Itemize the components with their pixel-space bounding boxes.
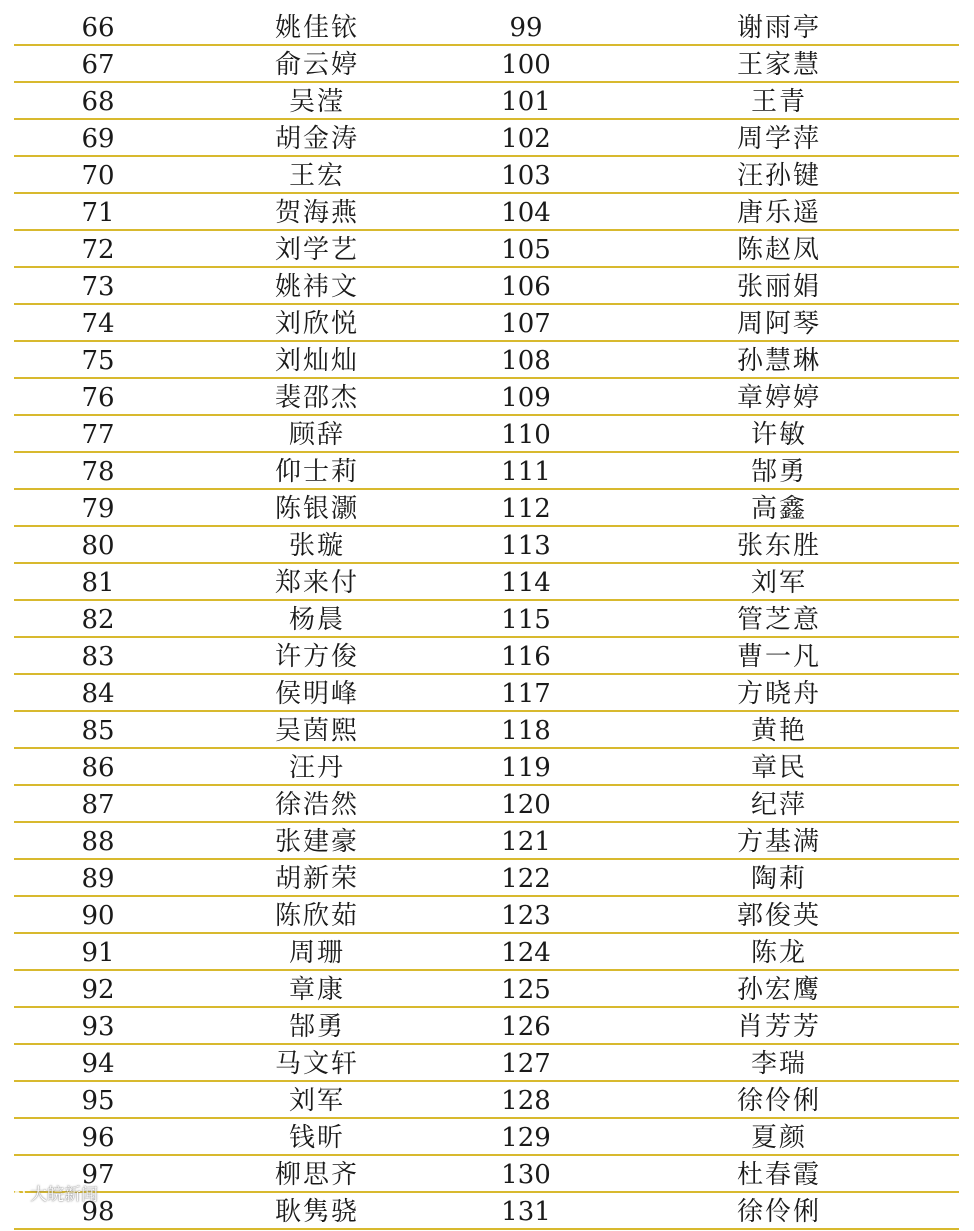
table-row bbox=[14, 1082, 959, 1119]
cell-name-left: 刘灿灿 bbox=[274, 346, 359, 376]
cell-name-right: 夏颜 bbox=[750, 1123, 807, 1153]
table-row bbox=[14, 638, 959, 675]
cell-name-left: 顾辞 bbox=[288, 420, 345, 450]
cell-name-right: 王青 bbox=[750, 87, 807, 117]
cell-number-right: 129 bbox=[501, 1123, 551, 1153]
cell-number-left: 91 bbox=[81, 938, 115, 968]
table-row bbox=[14, 1045, 959, 1082]
cell-name-right: 张丽娟 bbox=[736, 272, 821, 302]
table-row bbox=[14, 564, 959, 601]
table-row bbox=[14, 120, 959, 157]
cell-number-left: 71 bbox=[81, 198, 115, 228]
table-row bbox=[14, 897, 959, 934]
cell-name-left: 侯明峰 bbox=[274, 679, 359, 709]
table-row bbox=[14, 46, 959, 83]
cell-number-left: 69 bbox=[81, 124, 115, 154]
cell-number-right: 118 bbox=[501, 716, 551, 746]
cell-name-left: 陈银灏 bbox=[274, 494, 359, 524]
cell-number-left: 90 bbox=[81, 901, 115, 931]
cell-number-right: 121 bbox=[501, 827, 551, 857]
cell-name-right: 李瑞 bbox=[750, 1049, 807, 1079]
table-row bbox=[14, 157, 959, 194]
cell-number-right: 102 bbox=[501, 124, 551, 154]
cell-name-left: 许方俊 bbox=[274, 642, 359, 672]
cell-number-left: 77 bbox=[81, 420, 115, 450]
cell-name-right: 曹一凡 bbox=[736, 642, 821, 672]
cell-number-right: 126 bbox=[501, 1012, 551, 1042]
cell-name-left: 胡金涛 bbox=[274, 124, 359, 154]
cell-name-left: 郜勇 bbox=[288, 1012, 345, 1042]
cell-number-left: 70 bbox=[81, 161, 115, 191]
cell-number-right: 103 bbox=[501, 161, 551, 191]
cell-number-right: 107 bbox=[501, 309, 551, 339]
cell-name-right: 方晓舟 bbox=[736, 679, 821, 709]
cell-number-left: 89 bbox=[81, 864, 115, 894]
cell-number-right: 128 bbox=[501, 1086, 551, 1116]
cell-number-right: 130 bbox=[501, 1160, 551, 1190]
cell-number-left: 66 bbox=[81, 13, 115, 43]
table-row bbox=[14, 9, 959, 46]
cell-name-left: 贺海燕 bbox=[274, 198, 359, 228]
cell-number-left: 95 bbox=[81, 1086, 115, 1116]
table-row bbox=[14, 490, 959, 527]
cell-number-right: 101 bbox=[501, 87, 551, 117]
cell-number-left: 73 bbox=[81, 272, 115, 302]
table-row bbox=[14, 416, 959, 453]
cell-number-left: 82 bbox=[81, 605, 115, 635]
cell-number-left: 97 bbox=[81, 1160, 115, 1190]
cell-number-right: 125 bbox=[501, 975, 551, 1005]
cell-name-left: 章康 bbox=[288, 975, 345, 1005]
cell-name-right: 王家慧 bbox=[736, 50, 821, 80]
cell-number-left: 75 bbox=[81, 346, 115, 376]
cell-name-left: 柳思齐 bbox=[274, 1160, 359, 1190]
cell-name-left: 陈欣茹 bbox=[274, 901, 359, 931]
cell-name-right: 徐伶俐 bbox=[736, 1086, 821, 1116]
cell-number-left: 81 bbox=[81, 568, 115, 598]
newspaper-logo-icon bbox=[8, 1184, 26, 1202]
table-row bbox=[14, 1008, 959, 1045]
cell-number-right: 112 bbox=[501, 494, 551, 524]
cell-name-right: 周阿琴 bbox=[736, 309, 821, 339]
table-row bbox=[14, 453, 959, 490]
cell-name-right: 管芝意 bbox=[736, 605, 821, 635]
cell-name-right: 郭俊英 bbox=[736, 901, 821, 931]
cell-number-right: 122 bbox=[501, 864, 551, 894]
table-row bbox=[14, 823, 959, 860]
cell-number-right: 127 bbox=[501, 1049, 551, 1079]
cell-name-left: 姚祎文 bbox=[274, 272, 359, 302]
cell-number-left: 68 bbox=[81, 87, 115, 117]
cell-number-left: 84 bbox=[81, 679, 115, 709]
cell-name-right: 孙慧琳 bbox=[736, 346, 821, 376]
cell-number-right: 111 bbox=[501, 457, 551, 487]
cell-number-left: 96 bbox=[81, 1123, 115, 1153]
table-row bbox=[14, 786, 959, 823]
cell-number-left: 88 bbox=[81, 827, 115, 857]
cell-name-right: 高鑫 bbox=[750, 494, 807, 524]
cell-name-right: 郜勇 bbox=[750, 457, 807, 487]
cell-name-left: 钱昕 bbox=[288, 1123, 345, 1153]
cell-number-right: 120 bbox=[501, 790, 551, 820]
cell-number-right: 113 bbox=[501, 531, 551, 561]
cell-name-left: 裴邵杰 bbox=[274, 383, 359, 413]
watermark bbox=[8, 1180, 98, 1205]
cell-number-left: 94 bbox=[81, 1049, 115, 1079]
cell-name-left: 刘学艺 bbox=[274, 235, 359, 265]
cell-number-right: 114 bbox=[501, 568, 551, 598]
cell-name-left: 徐浩然 bbox=[274, 790, 359, 820]
cell-number-left: 78 bbox=[81, 457, 115, 487]
cell-name-left: 耿隽骁 bbox=[274, 1197, 359, 1227]
table-row bbox=[14, 675, 959, 712]
cell-name-right: 章婷婷 bbox=[736, 383, 821, 413]
cell-name-right: 章民 bbox=[750, 753, 807, 783]
cell-name-right: 陈赵凤 bbox=[736, 235, 821, 265]
table-row bbox=[14, 1156, 959, 1193]
name-list-table bbox=[14, 9, 959, 1230]
cell-number-right: 119 bbox=[501, 753, 551, 783]
cell-name-right: 方基满 bbox=[736, 827, 821, 857]
cell-name-right: 周学萍 bbox=[736, 124, 821, 154]
cell-name-left: 仰士莉 bbox=[274, 457, 359, 487]
cell-number-left: 80 bbox=[81, 531, 115, 561]
cell-number-left: 93 bbox=[81, 1012, 115, 1042]
cell-name-left: 郑来付 bbox=[274, 568, 359, 598]
cell-number-right: 109 bbox=[501, 383, 551, 413]
table-row bbox=[14, 527, 959, 564]
cell-number-left: 83 bbox=[81, 642, 115, 672]
cell-name-right: 唐乐遥 bbox=[736, 198, 821, 228]
cell-number-right: 104 bbox=[501, 198, 551, 228]
cell-name-right: 汪孙键 bbox=[736, 161, 821, 191]
cell-number-left: 76 bbox=[81, 383, 115, 413]
cell-number-left: 87 bbox=[81, 790, 115, 820]
table-row bbox=[14, 194, 959, 231]
cell-name-left: 张璇 bbox=[288, 531, 345, 561]
cell-name-left: 刘欣悦 bbox=[274, 309, 359, 339]
cell-name-right: 徐伶俐 bbox=[736, 1197, 821, 1227]
cell-name-left: 马文轩 bbox=[274, 1049, 359, 1079]
cell-number-right: 124 bbox=[501, 938, 551, 968]
table-row bbox=[14, 342, 959, 379]
table-row bbox=[14, 749, 959, 786]
cell-name-left: 胡新荣 bbox=[274, 864, 359, 894]
cell-name-right: 许敏 bbox=[750, 420, 807, 450]
table-row bbox=[14, 268, 959, 305]
cell-number-left: 74 bbox=[81, 309, 115, 339]
cell-number-left: 98 bbox=[81, 1197, 115, 1227]
cell-name-right: 陶莉 bbox=[750, 864, 807, 894]
cell-number-right: 99 bbox=[509, 13, 543, 43]
cell-number-left: 67 bbox=[81, 50, 115, 80]
cell-name-left: 张建豪 bbox=[274, 827, 359, 857]
watermark-text: 大皖新闻 bbox=[30, 1185, 98, 1205]
cell-name-left: 姚佳铱 bbox=[274, 13, 359, 43]
cell-number-left: 79 bbox=[81, 494, 115, 524]
cell-name-left: 刘军 bbox=[288, 1086, 345, 1116]
cell-number-right: 117 bbox=[501, 679, 551, 709]
cell-name-left: 周珊 bbox=[288, 938, 345, 968]
cell-number-right: 110 bbox=[501, 420, 551, 450]
table-row bbox=[14, 83, 959, 120]
cell-number-right: 106 bbox=[501, 272, 551, 302]
cell-name-right: 黄艳 bbox=[750, 716, 807, 746]
cell-name-left: 俞云婷 bbox=[274, 50, 359, 80]
table-row bbox=[14, 860, 959, 897]
cell-number-left: 72 bbox=[81, 235, 115, 265]
cell-number-right: 108 bbox=[501, 346, 551, 376]
table-row bbox=[14, 712, 959, 749]
table-row bbox=[14, 934, 959, 971]
cell-name-left: 王宏 bbox=[288, 161, 345, 191]
cell-number-left: 86 bbox=[81, 753, 115, 783]
table-row bbox=[14, 305, 959, 342]
cell-name-right: 张东胜 bbox=[736, 531, 821, 561]
cell-name-right: 陈龙 bbox=[750, 938, 807, 968]
table-row bbox=[14, 379, 959, 416]
cell-name-left: 吴滢 bbox=[288, 87, 345, 117]
cell-name-right: 纪萍 bbox=[750, 790, 807, 820]
cell-number-right: 105 bbox=[501, 235, 551, 265]
cell-name-right: 孙宏鹰 bbox=[736, 975, 821, 1005]
cell-number-right: 115 bbox=[501, 605, 551, 635]
cell-name-left: 吴茵熙 bbox=[274, 716, 359, 746]
table-row bbox=[14, 601, 959, 638]
table-row bbox=[14, 1119, 959, 1156]
cell-name-right: 肖芳芳 bbox=[736, 1012, 821, 1042]
cell-number-right: 100 bbox=[501, 50, 551, 80]
cell-name-right: 杜春霞 bbox=[736, 1160, 821, 1190]
cell-name-left: 汪丹 bbox=[288, 753, 345, 783]
cell-number-right: 131 bbox=[501, 1197, 551, 1227]
cell-name-left: 杨晨 bbox=[288, 605, 345, 635]
cell-number-right: 116 bbox=[501, 642, 551, 672]
cell-number-left: 92 bbox=[81, 975, 115, 1005]
cell-number-left: 85 bbox=[81, 716, 115, 746]
table-row bbox=[14, 971, 959, 1008]
cell-name-right: 刘军 bbox=[750, 568, 807, 598]
cell-number-right: 123 bbox=[501, 901, 551, 931]
table-row bbox=[14, 231, 959, 268]
cell-name-right: 谢雨亭 bbox=[736, 13, 821, 43]
